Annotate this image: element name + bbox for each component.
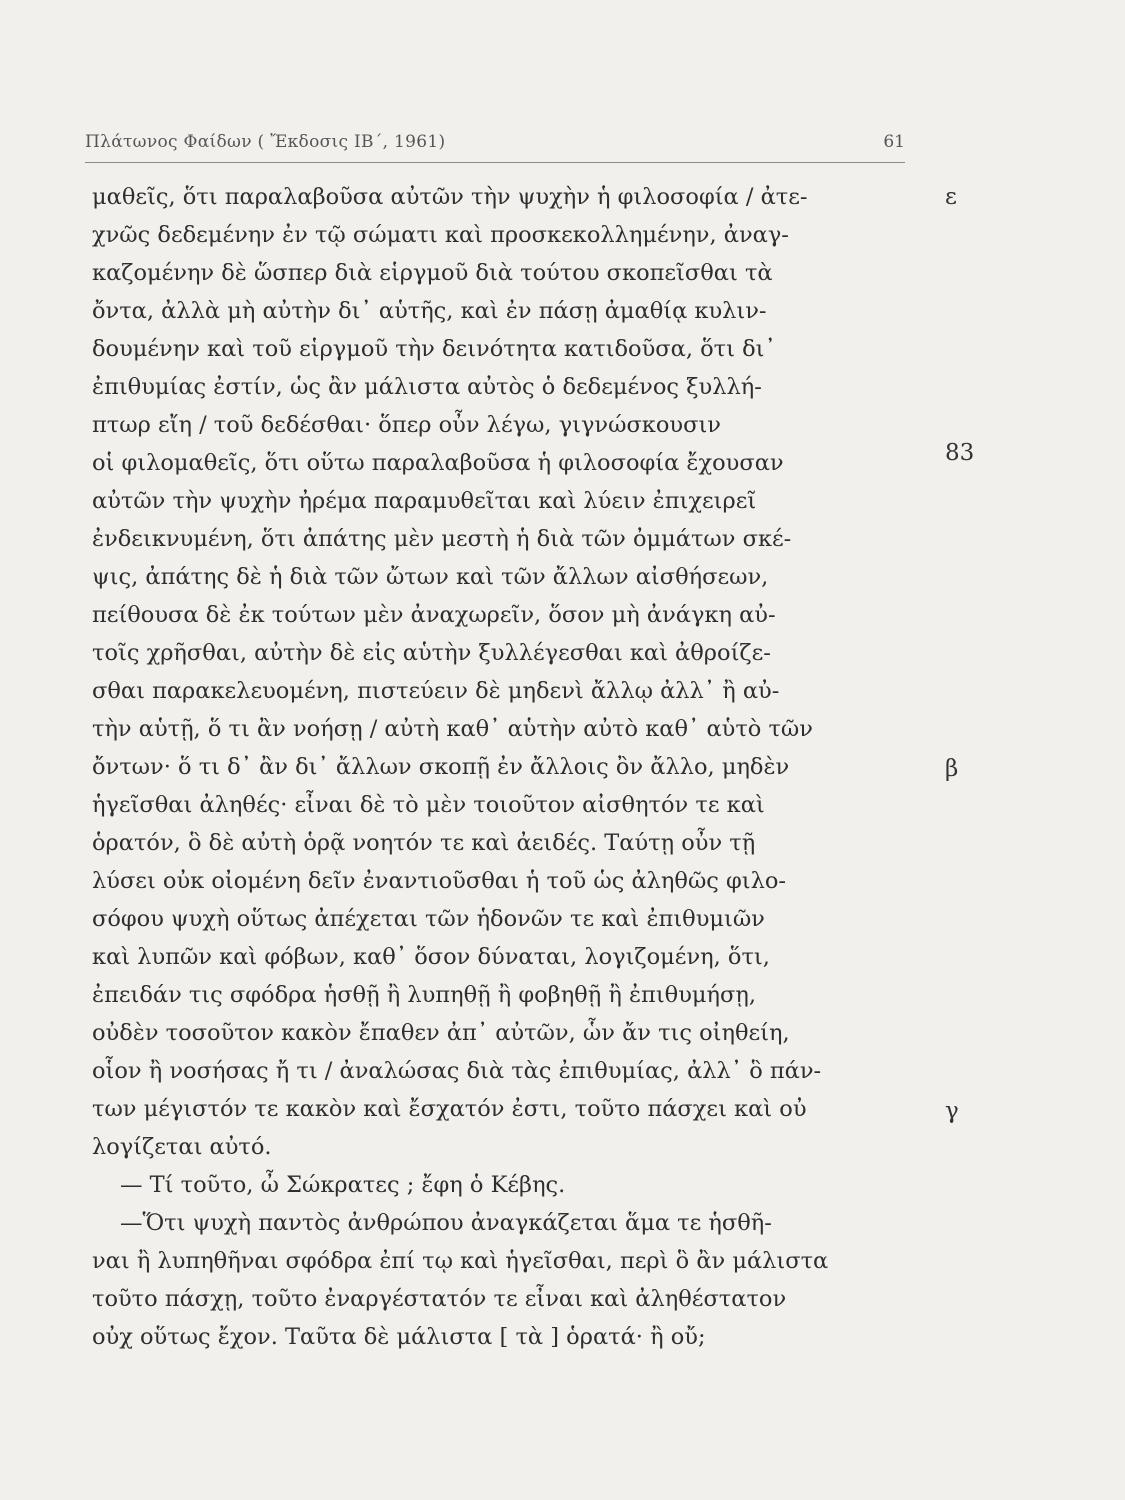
text-line: μαθεῖς, ὅτι παραλαβοῦσα αὐτῶν τὴν ψυχὴν ἡ φιλοσοφία / ἀτε- [92, 184, 808, 210]
text-line: ὄντων· ὅ τι δ᾽ ἂν δι᾽ ἄλλων σκοπῇ ἐν ἄλλοις ὂν ἄλλο, μηδὲν [92, 754, 790, 780]
page-number: 61 [883, 132, 905, 152]
text-line: ἐπιθυμίας ἐστίν, ὡς ἂν μάλιστα αὐτὸς ὁ δεδεμένος ξυλλή- [92, 374, 762, 400]
text-line: καὶ λυπῶν καὶ φόβων, καθ᾽ ὅσον δύναται, λογιζομένη, ὅτι, [92, 944, 770, 970]
text-line: ἐνδεικνυμένη, ὅτι ἀπάτης μὲν μεστὴ ἡ διὰ τῶν ὀμμάτων σκέ- [92, 526, 792, 552]
text-line: ἡγεῖσθαι ἀληθές· εἶναι δὲ τὸ μὲν τοιοῦτον αἰσθητόν τε καὶ [92, 792, 765, 818]
text-line: αὐτῶν τὴν ψυχὴν ἠρέμα παραμυθεῖται καὶ λύειν ἐπιχειρεῖ [92, 488, 757, 514]
text-line: πτωρ εἴη / τοῦ δεδέσθαι· ὅπερ οὖν λέγω, γιγνώσκουσιν [92, 412, 721, 438]
text-line: οὐχ οὕτως ἔχον. Ταῦτα δὲ μάλιστα [ τὰ ] ὁρατά· ἢ οὔ; [92, 1324, 706, 1350]
text-line: ναι ἢ λυπηθῆναι σφόδρα ἐπί τῳ καὶ ἡγεῖσθαι, περὶ ὃ ἂν μάλιστα [92, 1248, 829, 1274]
text-line: τὴν αὑτῇ, ὅ τι ἂν νοήσῃ / αὐτὴ καθ᾽ αὑτὴν αὐτὸ καθ᾽ αὑτὸ τῶν [92, 716, 813, 742]
text-line: ὄντα, ἀλλὰ μὴ αὐτὴν δι᾽ αὑτῆς, καὶ ἐν πάσῃ ἀμαθίᾳ κυλιν- [92, 298, 767, 324]
text-line: λογίζεται αὐτό. [92, 1134, 272, 1160]
text-line: οἷον ἢ νοσήσας ἤ τι / ἀναλώσας διὰ τὰς ἐπιθυμίας, ἀλλ᾽ ὃ πάν- [92, 1058, 822, 1084]
page-header [85, 128, 905, 163]
margin-marker-gamma: γ [945, 1098, 959, 1124]
text-line: πείθουσα δὲ ἐκ τούτων μὲν ἀναχωρεῖν, ὅσον μὴ ἀνάγκη αὐ- [92, 602, 776, 628]
text-line: ὁρατόν, ὃ δὲ αὐτὴ ὁρᾷ νοητόν τε καὶ ἀειδές. Ταύτῃ οὖν τῇ [92, 830, 756, 856]
text-line: των μέγιστόν τε κακὸν καὶ ἔσχατόν ἐστι, τοῦτο πάσχει καὶ οὐ [92, 1096, 807, 1122]
text-line: τοῖς χρῆσθαι, αὐτὴν δὲ εἰς αὑτὴν ξυλλέγεσθαι καὶ ἀθροίζε- [92, 640, 771, 666]
text-line: λύσει οὐκ οἰομένη δεῖν ἐναντιοῦσθαι ἡ τοῦ ὡς ἀληθῶς φιλο- [92, 868, 787, 894]
text-line: καζομένην δὲ ὥσπερ διὰ εἱργμοῦ διὰ τούτου σκοπεῖσθαι τὰ [92, 260, 773, 286]
text-line: δουμένην καὶ τοῦ εἱργμοῦ τὴν δεινότητα κατιδοῦσα, ὅτι δι᾽ [92, 336, 776, 362]
text-line: σθαι παρακελευομένη, πιστεύειν δὲ μηδενὶ ἄλλῳ ἀλλ᾽ ἢ αὐ- [92, 678, 780, 704]
text-line: οἱ φιλομαθεῖς, ὅτι οὕτω παραλαβοῦσα ἡ φιλοσοφία ἔχουσαν [92, 450, 784, 476]
text-line: χνῶς δεδεμένην ἐν τῷ σώματι καὶ προσκεκολλημένην, ἀναγ- [92, 222, 789, 248]
dialogue-line: — Τί τοῦτο, ὦ Σώκρατες ; ἔφη ὁ Κέβης. [120, 1172, 566, 1198]
text-line: οὐδὲν τοσοῦτον κακὸν ἔπαθεν ἀπ᾽ αὐτῶν, ὧν ἄν τις οἰηθείη, [92, 1020, 790, 1046]
running-title: Πλάτωνος Φαίδων ( Ἔκδοσις ΙΒ΄, 1961) [85, 132, 446, 152]
margin-marker-epsilon: ε [945, 184, 957, 210]
dialogue-line: —Ὅτι ψυχὴ παντὸς ἀνθρώπου ἀναγκάζεται ἅμα τε ἡσθῆ- [120, 1210, 772, 1236]
margin-marker-83: 83 [945, 440, 975, 466]
text-line: ἐπειδάν τις σφόδρα ἡσθῇ ἢ λυπηθῇ ἢ φοβηθῇ ἢ ἐπιθυμήσῃ, [92, 982, 756, 1008]
text-line: ψις, ἀπάτης δὲ ἡ διὰ τῶν ὤτων καὶ τῶν ἄλλων αἰσθήσεων, [92, 564, 769, 590]
text-line: τοῦτο πάσχῃ, τοῦτο ἐναργέστατόν τε εἶναι καὶ ἀληθέστατον [92, 1286, 787, 1312]
margin-marker-beta: β [945, 756, 959, 782]
text-line: σόφου ψυχὴ οὕτως ἀπέχεται τῶν ἡδονῶν τε καὶ ἐπιθυμιῶν [92, 906, 765, 932]
